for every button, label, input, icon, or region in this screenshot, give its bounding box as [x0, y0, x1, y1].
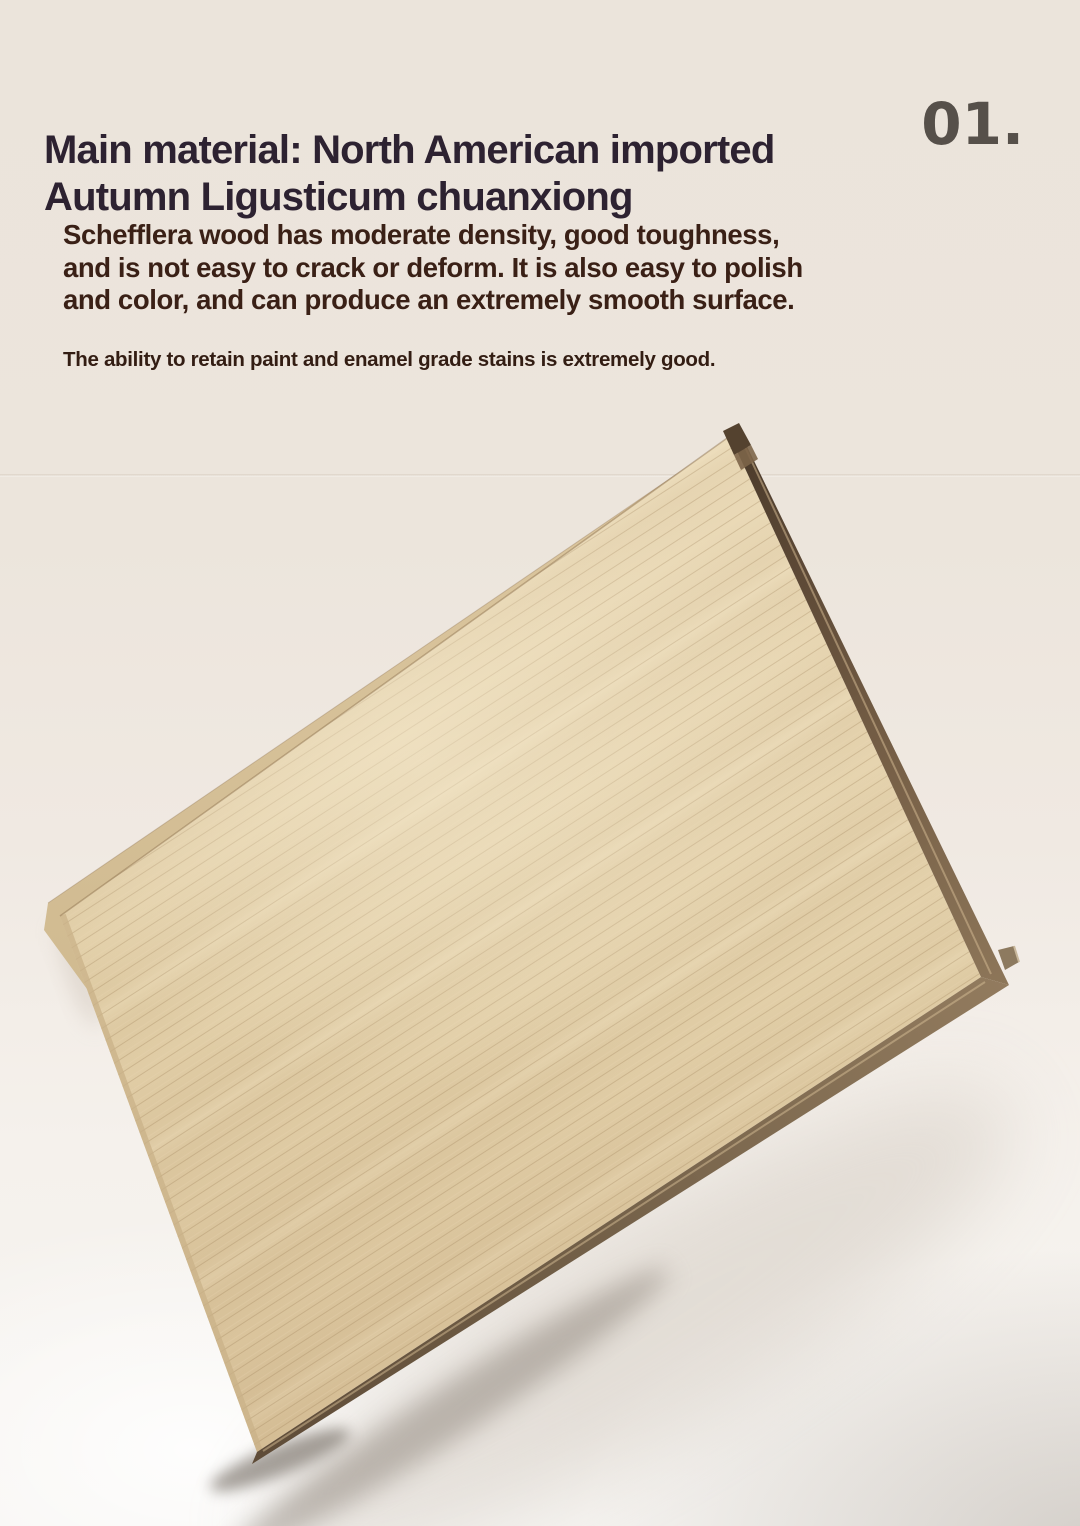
board-face — [0, 380, 1080, 1526]
section-number: 01. — [921, 90, 1024, 158]
corner-notch — [734, 445, 758, 470]
under-board — [44, 437, 740, 1000]
section-title-line1: Main material: North American imported — [44, 127, 775, 172]
section-description-line3: and color, and can produce an extremely smooth surface. — [63, 284, 795, 315]
section-title-line2: Autumn Ligusticum chuanxiong — [44, 174, 633, 219]
section-description-line1: Schefflera wood has moderate density, good toughness, — [63, 219, 780, 250]
section-title — [44, 127, 774, 221]
floor-shadow — [49, 919, 1063, 1526]
edge-spur — [998, 946, 1019, 970]
section-description-line2: and is not easy to crack or deform. It is also easy to polish — [63, 251, 803, 283]
section-description — [63, 219, 803, 317]
board-edge — [252, 423, 1019, 1464]
backdrop-seam — [0, 474, 1080, 477]
corner-cap — [723, 423, 751, 455]
section-note: The ability to retain paint and enamel grade stains is extremely good. — [63, 348, 716, 371]
